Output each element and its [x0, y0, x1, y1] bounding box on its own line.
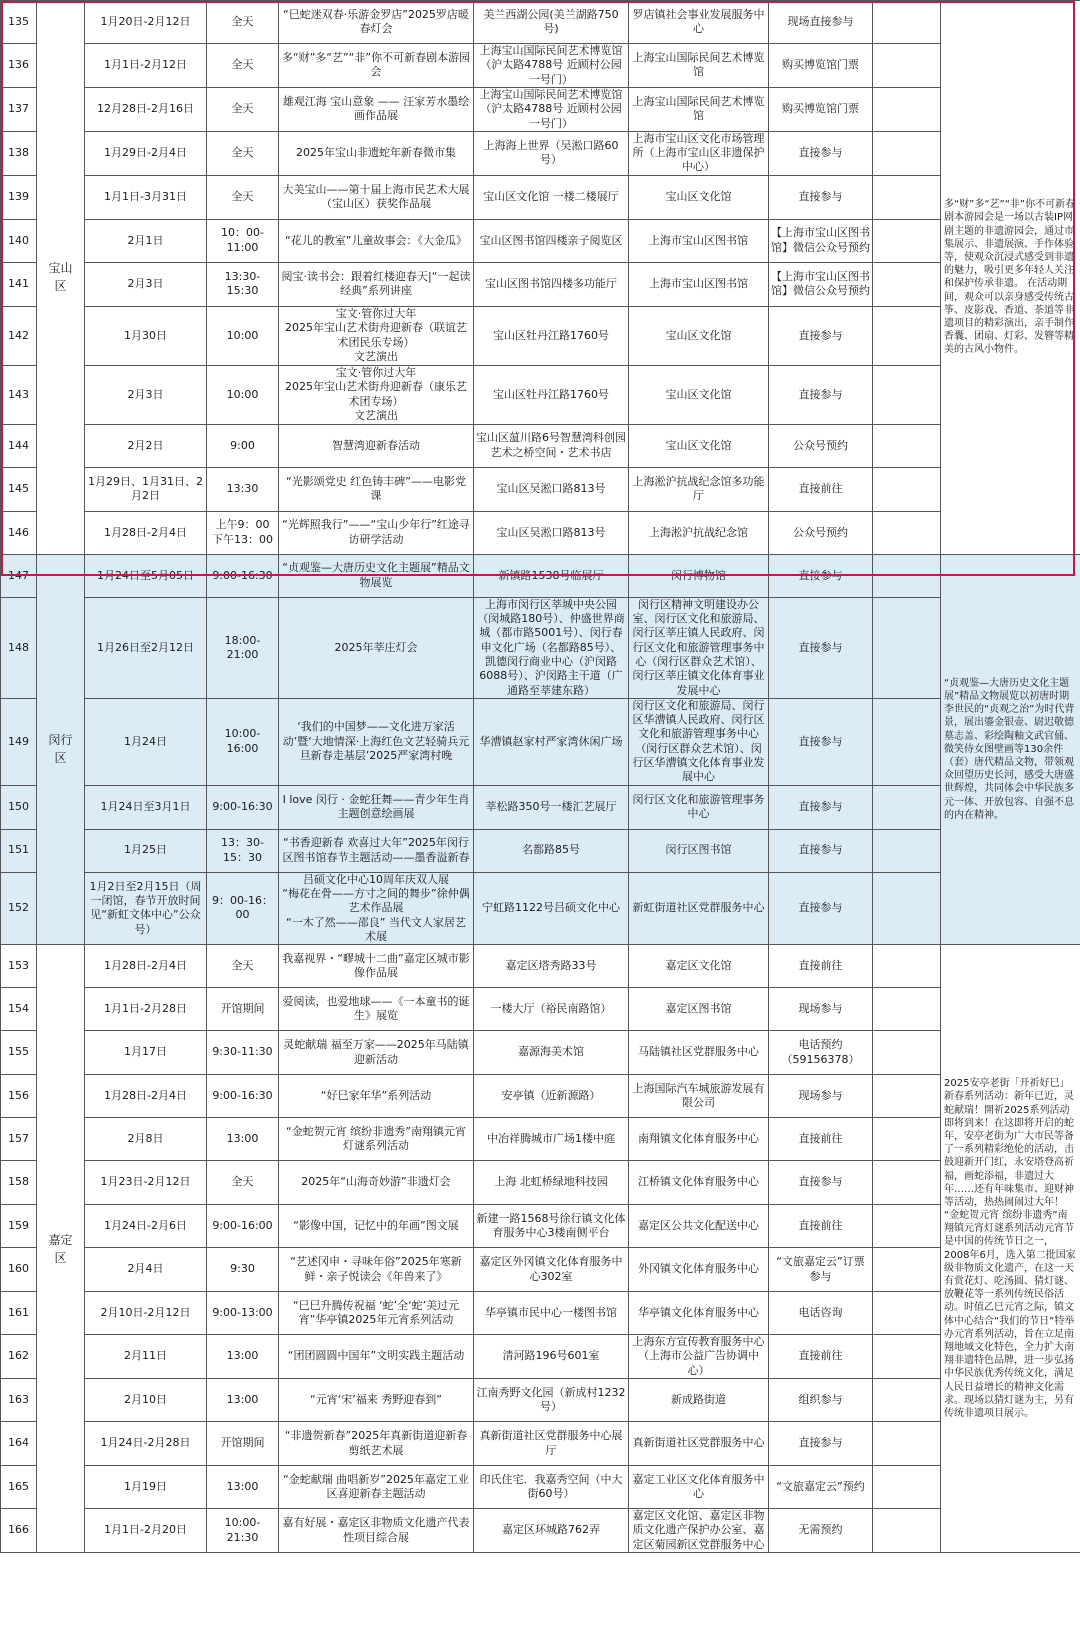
cell-time: 10:00	[207, 306, 279, 365]
row-number: 140	[1, 219, 37, 262]
cell-time: 10：00-11:00	[207, 219, 279, 262]
cell-date: 1月26日至2月12日	[85, 597, 207, 698]
cell-empty	[873, 1466, 941, 1509]
cell-mode: 现场参与	[769, 1075, 873, 1118]
cell-name: 宝文·管你过大年 2025年宝山艺术街舟迎新春（康乐艺术团专场） 文艺演出	[279, 365, 474, 424]
cell-time: 全天	[207, 44, 279, 88]
table-row	[1, 262, 1080, 306]
cell-place: 宝山区牡丹江路1760号	[474, 365, 629, 424]
row-number: 166	[1, 1509, 37, 1553]
cell-time: 13:30-15:30	[207, 262, 279, 306]
row-number: 157	[1, 1118, 37, 1161]
cell-org: 嘉定区图书馆	[629, 988, 769, 1031]
cell-date: 1月1日-2月12日	[85, 44, 207, 88]
cell-empty	[873, 262, 941, 306]
district-cell: 嘉定区	[37, 945, 85, 1553]
cell-time: 9:30-11:30	[207, 1031, 279, 1075]
cell-org: 宝山区文化馆	[629, 365, 769, 424]
cell-empty	[873, 87, 941, 131]
cell-date: 1月24日至5月05日	[85, 554, 207, 597]
cell-date: 2月8日	[85, 1118, 207, 1161]
cell-org: 上海市宝山区图书馆	[629, 262, 769, 306]
cell-empty	[873, 1205, 941, 1248]
cell-org: 闵行博物馆	[629, 554, 769, 597]
cell-time: 全天	[207, 131, 279, 175]
cell-date: 1月29日-2月4日	[85, 131, 207, 175]
cell-name: “艺述冈申・寻味年俗”2025年寒新鲜・亲子悦读会《年兽来了》	[279, 1248, 474, 1292]
cell-place: 宁虹路1122号吕硕文化中心	[474, 872, 629, 944]
cell-mode: 组织参与	[769, 1379, 873, 1422]
table-row	[1, 829, 1080, 872]
cell-place: 名都路85号	[474, 829, 629, 872]
cell-org: 闵行区文化和旅游管理事务中心	[629, 785, 769, 829]
cell-place: 嘉源海美术馆	[474, 1031, 629, 1075]
cell-org: 新成路街道	[629, 1379, 769, 1422]
table-row	[1, 698, 1080, 785]
cell-empty	[873, 44, 941, 88]
cell-time: 全天	[207, 87, 279, 131]
cell-place: 嘉定区外冈镇文化体育服务中心302室	[474, 1248, 629, 1292]
cell-org: 上海市宝山区文化市场管理所（上海市宝山区非遗保护中心）	[629, 131, 769, 175]
table-row	[1, 1031, 1080, 1075]
row-number: 161	[1, 1292, 37, 1335]
cell-time: 13:00	[207, 1335, 279, 1379]
description-cell: “贞观鉴—大唐历史文化主题展”精品文物展览以初唐时期李世民的“贞观之治”为时代背景，展出鎏金银壶、尉迟敬德墓志盖、彩绘陶釉文武官俑、微笑侍女图壁画等130余件（套）唐代精品文物，带领观众回望历史长河，感受大唐盛世辉煌，共同体会中华民族多元一体、开放包容、自强不息的内在精神。	[941, 554, 1080, 944]
cell-mode: 无需预约	[769, 1509, 873, 1553]
cell-name: “元宵‘宋’福来 秀野迎春到”	[279, 1379, 474, 1422]
cell-place: 一楼大厅（裕民南路馆）	[474, 988, 629, 1031]
cell-mode: 直接前往	[769, 1118, 873, 1161]
table-row	[1, 945, 1080, 988]
cell-place: 宝山区吴淞口路813号	[474, 467, 629, 511]
cell-empty	[873, 1335, 941, 1379]
cell-mode: 现场参与	[769, 988, 873, 1031]
cell-org: 上海市宝山区图书馆	[629, 219, 769, 262]
cell-empty	[873, 785, 941, 829]
cell-time: 9:00-16:00	[207, 1205, 279, 1248]
cell-place: 印氏住宅．我嘉秀空间（中大街60号）	[474, 1466, 629, 1509]
cell-empty	[873, 698, 941, 785]
row-number: 139	[1, 175, 37, 219]
cell-place: 新建一路1568号徐行镇文化体育服务中心3楼南侧平台	[474, 1205, 629, 1248]
table-row	[1, 1379, 1080, 1422]
cell-place: 宝山区牡丹江路1760号	[474, 306, 629, 365]
table-row	[1, 131, 1080, 175]
cell-mode: 直接前往	[769, 1205, 873, 1248]
cell-org: 江桥镇文化体育服务中心	[629, 1161, 769, 1205]
table-row	[1, 306, 1080, 365]
table-row	[1, 44, 1080, 88]
row-number: 146	[1, 511, 37, 554]
cell-place: 安亭镇（近新源路）	[474, 1075, 629, 1118]
cell-empty	[873, 131, 941, 175]
cell-place: 上海 北虹桥绿地科技园	[474, 1161, 629, 1205]
cell-date: 1月24日-2月6日	[85, 1205, 207, 1248]
cell-date: 2月10日-2月12日	[85, 1292, 207, 1335]
row-number: 145	[1, 467, 37, 511]
row-number: 141	[1, 262, 37, 306]
cell-empty	[873, 511, 941, 554]
row-number: 156	[1, 1075, 37, 1118]
cell-name: 2025年莘庄灯会	[279, 597, 474, 698]
cell-mode: 直接参与	[769, 872, 873, 944]
cell-date: 2月10日	[85, 1379, 207, 1422]
cell-org: 新虹街道社区党群服务中心	[629, 872, 769, 944]
cell-date: 1月28日-2月4日	[85, 945, 207, 988]
cell-place: 上海宝山国际民间艺术博览馆（沪太路4788号 近顾村公园一号门）	[474, 44, 629, 88]
table-row	[1, 424, 1080, 467]
cell-date: 1月24日至3月1日	[85, 785, 207, 829]
cell-mode: 【上海市宝山区图书馆】微信公众号预约	[769, 219, 873, 262]
row-number: 153	[1, 945, 37, 988]
row-number: 165	[1, 1466, 37, 1509]
cell-date: 1月28日-2月4日	[85, 1075, 207, 1118]
table-row	[1, 1075, 1080, 1118]
cell-time: 9:00-16:30	[207, 785, 279, 829]
cell-time: 9：00-16：00	[207, 872, 279, 944]
cell-empty	[873, 1292, 941, 1335]
cell-place: 华亭镇市民中心一楼图书馆	[474, 1292, 629, 1335]
row-number: 138	[1, 131, 37, 175]
description-cell: 2025安亭老街「开祈好巳」新春系列活动：新年已近，灵蛇献瑞！開祈2025系列活动即将到来！在这即将开启的蛇年，安亭老街为广大市民等备了一系列精彩绝伦的活动，击鼓迎新开门红，永安塔登高祈福，画蛇添福，非遗过大年……还有年味集市、迎财神等活动，热热闹闹过大年！ “金蛇贺元宵 缤纷非遗秀”南翔镇元宵灯谜系列活动元宵节是中国的传统节日之一，2008年6月，选入第二批国家级非物质文化遗产，在这一天有赏花灯、吃汤圆、猜灯谜、放鞭花等一系列传统民俗活动。时值乙巳元宵之际，镇文体中心结合“我们的节日”特举办元宵系列活动，旨在立足南翔地域文化特色，全力扩大南翔非遗特色品牌，进一步弘扬中华民族优秀传统文化，满足人民日益增长的精神文化需求。现场以猜灯谜为主，另有传统非遗项目展示。	[941, 945, 1080, 1553]
cell-empty	[873, 467, 941, 511]
cell-empty	[873, 1031, 941, 1075]
table-row	[1, 1422, 1080, 1466]
cell-org: 嘉定工业区文化体育服务中心	[629, 1466, 769, 1509]
table-row	[1, 1205, 1080, 1248]
cell-name: 雄观江海 宝山意象 —— 汪家芳水墨绘画作品展	[279, 87, 474, 131]
row-number: 143	[1, 365, 37, 424]
cell-date: 2月2日	[85, 424, 207, 467]
cell-date: 2月4日	[85, 1248, 207, 1292]
cell-mode: 购买博览馆门票	[769, 44, 873, 88]
table-row	[1, 365, 1080, 424]
cell-mode: 公众号预约	[769, 511, 873, 554]
cell-org: 真新街道社区党群服务中心	[629, 1422, 769, 1466]
cell-mode: 直接参与	[769, 1422, 873, 1466]
cell-name: “书香迎新春 欢喜过大年”2025年闵行区图书馆春节主题活动——墨香溢新春	[279, 829, 474, 872]
table-row	[1, 1509, 1080, 1553]
cell-name: “金蛇贺元宵 缤纷非遗秀”南翔镇元宵灯谜系列活动	[279, 1118, 474, 1161]
cell-date: 1月24日-2月28日	[85, 1422, 207, 1466]
cell-mode: “文旅嘉定云”预约	[769, 1466, 873, 1509]
cell-date: 2月3日	[85, 365, 207, 424]
row-number: 137	[1, 87, 37, 131]
cell-date: 1月30日	[85, 306, 207, 365]
table-row	[1, 467, 1080, 511]
cell-date: 1月2日至2月15日（周一闭馆，春节开放时间见“新虹文体中心”公众号）	[85, 872, 207, 944]
cell-place: 嘉定区塔秀路33号	[474, 945, 629, 988]
cell-empty	[873, 365, 941, 424]
row-number: 148	[1, 597, 37, 698]
cell-place: 新镇路1538号临展厅	[474, 554, 629, 597]
cell-name: “好巳家年华”系列活动	[279, 1075, 474, 1118]
cell-mode: 直接参与	[769, 365, 873, 424]
cell-name: “光辉照我行”——“宝山少年行”红途寻访研学活动	[279, 511, 474, 554]
cell-time: 9:00-16:30	[207, 554, 279, 597]
cell-place: 莘松路350号一楼汇艺展厅	[474, 785, 629, 829]
cell-mode: 直接参与	[769, 306, 873, 365]
cell-mode: 直接前往	[769, 467, 873, 511]
cell-place: 宝山区图书馆四楼多功能厅	[474, 262, 629, 306]
cell-mode: 直接参与	[769, 698, 873, 785]
cell-name: “金蛇献瑞 曲唱新岁”2025年嘉定工业区喜迎新春主题活动	[279, 1466, 474, 1509]
cell-mode: 公众号预约	[769, 424, 873, 467]
cell-org: 闵行区文化和旅游局、闵行区华漕镇人民政府、闵行区文化和旅游管理事务中心（闵行区群众艺术馆）、闵行区华漕镇文化体育事业发展中心	[629, 698, 769, 785]
cell-org: 上海国际汽车城旅游发展有限公司	[629, 1075, 769, 1118]
cell-place: 美兰西湖公园(美兰湖路750号)	[474, 1, 629, 44]
cell-place: 宝山区图书馆四楼亲子阅览区	[474, 219, 629, 262]
cell-time: 全天	[207, 1161, 279, 1205]
table-row	[1, 87, 1080, 131]
cell-empty	[873, 1118, 941, 1161]
cell-name: “巳蛇迷双春·乐游金罗店”2025罗店暖春灯会	[279, 1, 474, 44]
cell-name: 阅宝·读书会：跟着红楼迎春天|“一起读经典”系列讲座	[279, 262, 474, 306]
cell-time: 开馆期间	[207, 988, 279, 1031]
row-number: 164	[1, 1422, 37, 1466]
cell-time: 开馆期间	[207, 1422, 279, 1466]
cell-name: “贞观鉴—大唐历史文化主题展”精品文物展览	[279, 554, 474, 597]
cell-org: 宝山区文化馆	[629, 175, 769, 219]
cell-time: 13:00	[207, 1466, 279, 1509]
table-row	[1, 1466, 1080, 1509]
row-number: 144	[1, 424, 37, 467]
table-row	[1, 219, 1080, 262]
cell-empty	[873, 306, 941, 365]
cell-org: 上海东方宣传教育服务中心（上海市公益广告协调中心）	[629, 1335, 769, 1379]
cell-place: 宝山区文化馆 一楼二楼展厅	[474, 175, 629, 219]
cell-name: 2025年“山海奇妙游”非遗灯会	[279, 1161, 474, 1205]
cell-date: 1月19日	[85, 1466, 207, 1509]
cell-empty	[873, 945, 941, 988]
cell-org: 上海淞沪抗战纪念馆	[629, 511, 769, 554]
cell-date: 12月28日-2月16日	[85, 87, 207, 131]
cell-name: ‘我们的中国梦——文化进万家活动’暨‘大地情深·上海红色文艺轻骑兵元旦新春走基层’2025严家湾村晚	[279, 698, 474, 785]
cell-mode: 直接参与	[769, 785, 873, 829]
cell-mode: 直接前往	[769, 1335, 873, 1379]
cell-name: 我嘉视界・“疁城十二曲”嘉定区城市影像作品展	[279, 945, 474, 988]
table-row	[1, 1161, 1080, 1205]
cell-date: 1月24日	[85, 698, 207, 785]
cell-org: 闵行区精神文明建设办公室、闵行区文化和旅游局、闵行区莘庄镇人民政府、闵行区文化和旅游管理事务中心（闵行区群众艺术馆）、闵行区莘庄镇文化体育事业发展中心	[629, 597, 769, 698]
cell-date: 1月1日-2月28日	[85, 988, 207, 1031]
row-number: 162	[1, 1335, 37, 1379]
table-row	[1, 1335, 1080, 1379]
cell-org: 上海淞沪抗战纪念馆多功能厅	[629, 467, 769, 511]
cell-place: 清河路196号601室	[474, 1335, 629, 1379]
row-number: 163	[1, 1379, 37, 1422]
cell-mode: 直接参与	[769, 1161, 873, 1205]
cell-empty	[873, 1075, 941, 1118]
cell-name: 智慧湾迎新春活动	[279, 424, 474, 467]
cell-mode: 直接参与	[769, 829, 873, 872]
cell-time: 9:00-13:00	[207, 1292, 279, 1335]
table-row	[1, 785, 1080, 829]
cell-mode: 【上海市宝山区图书馆】微信公众号预约	[769, 262, 873, 306]
cell-mode: 直接参与	[769, 131, 873, 175]
cell-empty	[873, 1248, 941, 1292]
cell-mode: 直接参与	[769, 597, 873, 698]
cell-place: 上海海上世界（吴淞口路60号）	[474, 131, 629, 175]
row-number: 155	[1, 1031, 37, 1075]
cell-org: 华亭镇文化体育服务中心	[629, 1292, 769, 1335]
table-row	[1, 1, 1080, 44]
cell-empty	[873, 1509, 941, 1553]
cell-org: 马陆镇社区党群服务中心	[629, 1031, 769, 1075]
table-row	[1, 872, 1080, 944]
cell-place: 真新街道社区党群服务中心展厅	[474, 1422, 629, 1466]
cell-empty	[873, 829, 941, 872]
cell-mode: 电话预约（59156378）	[769, 1031, 873, 1075]
cell-empty	[873, 424, 941, 467]
cell-empty	[873, 1422, 941, 1466]
cell-org: 嘉定区公共文化配送中心	[629, 1205, 769, 1248]
cell-name: 爱阅读，也爱地球——《一本童书的诞生》展览	[279, 988, 474, 1031]
cell-mode: 电话咨询	[769, 1292, 873, 1335]
row-number: 135	[1, 1, 37, 44]
cell-date: 2月11日	[85, 1335, 207, 1379]
cell-place: 宝山区蕰川路6号智慧湾科创园艺术之桥空间・艺术书店	[474, 424, 629, 467]
cell-empty	[873, 988, 941, 1031]
cell-empty	[873, 1, 941, 44]
cell-mode: 直接前往	[769, 945, 873, 988]
table-row	[1, 1118, 1080, 1161]
cell-name: “非遗贺新春”2025年真新街道迎新春剪纸艺术展	[279, 1422, 474, 1466]
row-number: 152	[1, 872, 37, 944]
cell-empty	[873, 1379, 941, 1422]
cell-date: 2月1日	[85, 219, 207, 262]
cell-time: 13:00	[207, 1379, 279, 1422]
cell-name: “影像中国，记忆中的年画”图文展	[279, 1205, 474, 1248]
table-row	[1, 1292, 1080, 1335]
row-number: 150	[1, 785, 37, 829]
cell-org: 上海宝山国际民间艺术博览馆	[629, 44, 769, 88]
cell-org: 上海宝山国际民间艺术博览馆	[629, 87, 769, 131]
cell-place: 上海宝山国际民间艺术博览馆（沪太路4788号 近顾村公园一号门）	[474, 87, 629, 131]
cell-time: 13：30-15：30	[207, 829, 279, 872]
cell-time: 10:00-16:00	[207, 698, 279, 785]
row-number: 136	[1, 44, 37, 88]
cell-date: 1月20日-2月12日	[85, 1, 207, 44]
row-number: 151	[1, 829, 37, 872]
description-cell: 多“财”多“艺”“非”你不可新春剧本游园会是一场以古装IP网剧主题的非遗游园会，通过市集展示、非遗展演、手作体验等，使观众沉浸式感受到非遗的魅力，吸引更多年轻人关注和保护传承非遗。 在活动期间，观众可以亲身感受传统古筝、皮影戏、香道、茶道等非遗项目的精彩演出，亲手制作香囊、团扇、灯彩、发簪等精美的古风小物件。	[941, 1, 1080, 555]
cell-empty	[873, 219, 941, 262]
cell-time: 9:00	[207, 424, 279, 467]
cell-name: 大美宝山——第十届上海市民艺术大展（宝山区）获奖作品展	[279, 175, 474, 219]
row-number: 149	[1, 698, 37, 785]
cell-date: 1月25日	[85, 829, 207, 872]
cell-name: “花儿的教室”儿童故事会：《大金瓜》	[279, 219, 474, 262]
cell-name: 2025年宝山非遗蛇年新春微市集	[279, 131, 474, 175]
cell-name: “巳巳升腾传祝福 ‘蛇’全‘蛇’美过元宵”华亭镇2025年元宵系列活动	[279, 1292, 474, 1335]
cell-empty	[873, 872, 941, 944]
cell-time: 10:00	[207, 365, 279, 424]
row-number: 147	[1, 554, 37, 597]
cell-place: 华漕镇赵家村严家湾休闲广场	[474, 698, 629, 785]
cell-org: 外冈镇文化体育服务中心	[629, 1248, 769, 1292]
district-cell: 闵行区	[37, 554, 85, 944]
cell-name: “团团圆圆中国年”文明实践主题活动	[279, 1335, 474, 1379]
cell-date: 2月3日	[85, 262, 207, 306]
row-number: 159	[1, 1205, 37, 1248]
cell-empty	[873, 1161, 941, 1205]
cell-date: 1月17日	[85, 1031, 207, 1075]
cell-date: 1月28日-2月4日	[85, 511, 207, 554]
cell-empty	[873, 175, 941, 219]
table-row	[1, 1248, 1080, 1292]
cell-time: 18:00-21:00	[207, 597, 279, 698]
row-number: 160	[1, 1248, 37, 1292]
cell-place: 宝山区吴淞口路813号	[474, 511, 629, 554]
cell-empty	[873, 597, 941, 698]
cell-org: 宝山区文化馆	[629, 424, 769, 467]
cell-place: 上海市闵行区莘城中央公园（闵城路180号）、仲盛世界商城（都市路5001号）、闵行春申文化广场（名都路85号）、凯德闵行商业中心（沪闵路6088号）、沪闵路主干道（广通路至莘建东路）	[474, 597, 629, 698]
cell-mode: 直接参与	[769, 175, 873, 219]
cell-time: 9:00-16:30	[207, 1075, 279, 1118]
cell-time: 10:00-21:30	[207, 1509, 279, 1553]
cell-empty	[873, 554, 941, 597]
cell-org: 嘉定区文化馆	[629, 945, 769, 988]
district-cell: 宝山区	[37, 1, 85, 555]
table-row	[1, 511, 1080, 554]
cell-name: I love 闵行 · 金蛇狂舞——青少年生肖主题创意绘画展	[279, 785, 474, 829]
cell-date: 1月1日-3月31日	[85, 175, 207, 219]
cell-date: 1月1日-2月20日	[85, 1509, 207, 1553]
cell-place: 中冶祥腾城市广场1楼中庭	[474, 1118, 629, 1161]
table-row	[1, 988, 1080, 1031]
row-number: 158	[1, 1161, 37, 1205]
cell-name: 灵蛇献瑞 福至万家——2025年马陆镇迎新活动	[279, 1031, 474, 1075]
cell-mode: “文旅嘉定云”订票参与	[769, 1248, 873, 1292]
cell-name: 吕硕文化中心10周年庆双人展 “梅花在骨——方寸之间的舞步”徐仲偶艺术作品展 “一木了然——邵良” 当代文人家居艺术展	[279, 872, 474, 944]
row-number: 142	[1, 306, 37, 365]
cell-org: 嘉定区文化馆、嘉定区非物质文化遗产保护办公室、嘉定区菊园新区党群服务中心	[629, 1509, 769, 1553]
cell-name: “光影颂党史 红色铸丰碑”——电影党课	[279, 467, 474, 511]
cell-org: 闵行区图书馆	[629, 829, 769, 872]
row-number: 154	[1, 988, 37, 1031]
cell-time: 全天	[207, 1, 279, 44]
cell-place: 嘉定区环城路762弄	[474, 1509, 629, 1553]
cell-org: 罗店镇社会事业发展服务中心	[629, 1, 769, 44]
cell-name: 多“财”多“艺”“非”你不可新春剧本游园会	[279, 44, 474, 88]
table-row	[1, 175, 1080, 219]
cell-name: 嘉有好展・嘉定区非物质文化遗产代表性项目综合展	[279, 1509, 474, 1553]
cell-date: 1月29日、1月31日、2月2日	[85, 467, 207, 511]
cell-time: 13:00	[207, 1118, 279, 1161]
cell-time: 13:30	[207, 467, 279, 511]
cell-mode: 现场直接参与	[769, 1, 873, 44]
cell-time: 上午9：00 下午13：00	[207, 511, 279, 554]
cell-time: 9:30	[207, 1248, 279, 1292]
cell-time: 全天	[207, 175, 279, 219]
cell-time: 全天	[207, 945, 279, 988]
cell-org: 南翔镇文化体育服务中心	[629, 1118, 769, 1161]
table-row	[1, 554, 1080, 597]
cell-place: 江南秀野文化园（新成村1232号）	[474, 1379, 629, 1422]
cell-date: 1月23日-2月12日	[85, 1161, 207, 1205]
cell-mode: 购买博览馆门票	[769, 87, 873, 131]
table-row	[1, 597, 1080, 698]
cell-org: 宝山区文化馆	[629, 306, 769, 365]
cell-mode: 直接参与	[769, 554, 873, 597]
cell-name: 宝文·管你过大年 2025年宝山艺术街舟迎新春（联谊艺术团民乐专场） 文艺演出	[279, 306, 474, 365]
